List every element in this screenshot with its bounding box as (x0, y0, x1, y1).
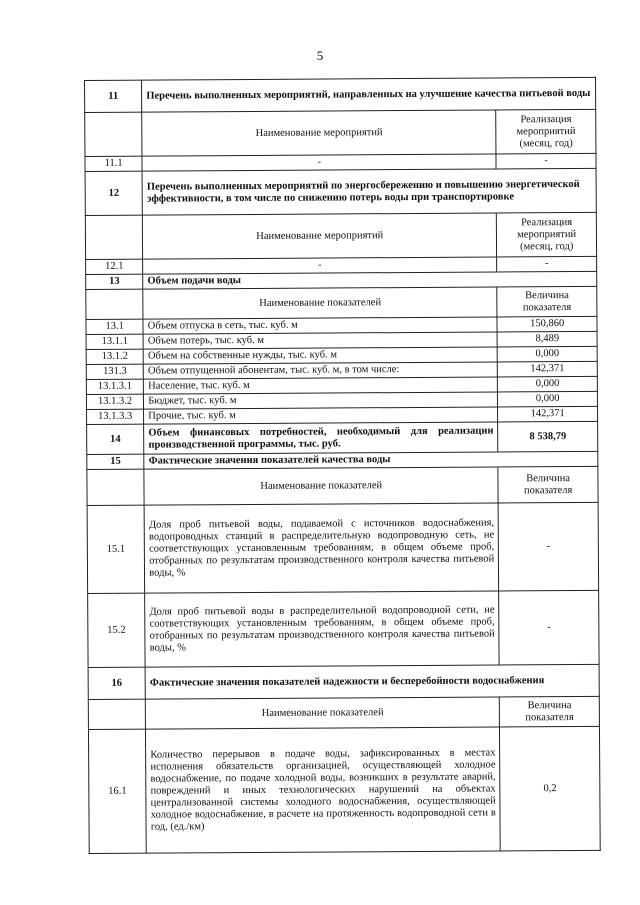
row-value: 0,000 (497, 346, 597, 362)
column-header-value: Реализация мероприятий (месяц, год) (496, 109, 596, 154)
row-number: 16.1 (88, 729, 146, 853)
row-name: Доля проб питьевой воды в распределительной водопроводной сети, не соответствующих установленным требованиям, в общем объеме проб, отобранных по результатам производственного контроля качества питьевой воды, % (145, 591, 500, 667)
row-value: 0,2 (500, 726, 600, 851)
section-title: Перечень выполненных мероприятий по энергосбережению и повышению энергетической эффективности, в том числе по снижению потерь воды при транспортировке (142, 168, 596, 215)
row-name: Объем отпуска в сеть, тыс. куб. м (143, 317, 497, 334)
row-value: - (499, 590, 599, 665)
row-name: Объем на собственные нужды, тыс. куб. м (143, 347, 497, 364)
empty-cell (87, 469, 144, 505)
section-title: Фактические значения показателей качества воды (144, 451, 598, 469)
section-number: 14 (87, 424, 144, 454)
section-header-row (88, 664, 599, 699)
row-value: - (498, 502, 598, 591)
empty-cell (85, 112, 143, 156)
row-name: Объем потерь, тыс. куб. м (143, 332, 497, 349)
row-value: 8,489 (497, 331, 597, 347)
row-name: Население, тыс. куб. м (144, 377, 498, 394)
row-name: - (142, 154, 496, 171)
row-number: 13.1.1 (86, 334, 143, 349)
row-name: Количество перерывов в подаче воды, зафиксированных в местах исполнения обязательств организацией, осуществляющей холодное водоснабжение, по подаче холодной воды, возникших в результате аварий, повреждений и иных технологических нарушений на объектах централизованной системы холодного водоснабжения, осуществляющей холодное водоснабжение, в расчете на протяженность водопроводной сети в год, (ед./км) (146, 727, 501, 853)
row-name: Бюджет, тыс. куб. м (144, 392, 498, 409)
section-title: Фактические значения показателей надежности и бесперебойности водоснабжения (145, 664, 599, 699)
column-header-name: Наименование мероприятий (143, 213, 497, 259)
row-value: 0,000 (498, 391, 598, 407)
column-header-row (88, 696, 599, 729)
section-title: Объем подачи воды (143, 271, 597, 289)
section-number: 16 (88, 667, 145, 699)
column-header-value: Величина показателя (500, 696, 600, 727)
row-number: 131.3 (86, 364, 143, 379)
column-header-name: Наименование показателей (143, 287, 497, 319)
column-header-row (85, 212, 596, 259)
row-name: - (143, 257, 497, 274)
section-number: 12 (85, 171, 143, 215)
page-number: 5 (316, 48, 324, 63)
financial-needs-value: 8 538,79 (498, 421, 598, 452)
section-number: 13 (86, 274, 143, 289)
section-number: 15 (87, 454, 144, 469)
row-name: Объем отпущенной абонентам, тыс. куб. м, в том числе: (143, 362, 497, 379)
table-row (88, 726, 600, 853)
row-value: - (496, 153, 596, 169)
row-number: 15.2 (88, 593, 146, 667)
empty-cell (85, 215, 143, 259)
row-number: 13.1.2 (86, 349, 143, 364)
row-value: - (497, 256, 597, 272)
column-header-name: Наименование показателей (146, 697, 500, 729)
row-number: 13.1 (86, 319, 143, 334)
section-header-row (85, 168, 596, 215)
section-header-row (85, 77, 596, 112)
table-row (87, 502, 599, 593)
column-header-value: Реализация мероприятий (месяц, год) (497, 212, 597, 257)
row-number: 15.1 (87, 505, 145, 593)
column-header-name: Наименование показателей (144, 467, 498, 505)
column-header-row (86, 286, 597, 319)
column-header-name: Наименование мероприятий (142, 110, 496, 156)
row-number: 13.1.3.2 (86, 394, 143, 409)
column-header-row (85, 109, 596, 156)
empty-cell (86, 289, 143, 319)
row-number: 13.1.3.3 (87, 409, 144, 424)
column-header-value: Величина показателя (498, 466, 598, 503)
section-header-row (87, 421, 598, 454)
column-header-value: Величина показателя (497, 286, 597, 317)
row-value: 0,000 (498, 376, 598, 392)
section-title: Перечень выполненных мероприятий, направленных на улучшение качества питьевой воды (142, 77, 596, 112)
row-name: Прочие, тыс. куб. м (144, 407, 498, 424)
row-number: 12.1 (86, 259, 143, 274)
row-number: 13.1.3.1 (86, 379, 143, 394)
section-title: Объем финансовых потребностей, необходимый для реализации производственной программы, тыс. руб. (144, 422, 498, 454)
row-value: 142,371 (498, 361, 598, 377)
row-name: Доля проб питьевой воды, подаваемой с источников водоснабжения, водопроводных станций в распределительную водопроводную сеть, не соответствующих установленным требованиям, в общем объеме проб, отобранных по результатам производственного контроля качества питьевой воды, % (144, 503, 499, 593)
empty-cell (88, 699, 145, 729)
row-number: 11.1 (85, 156, 142, 171)
column-header-row (87, 466, 598, 505)
section-number: 11 (85, 80, 142, 112)
row-value: 142,371 (498, 406, 598, 422)
table-row (88, 590, 599, 667)
row-value: 150,860 (497, 316, 597, 332)
production-program-table (84, 77, 601, 854)
